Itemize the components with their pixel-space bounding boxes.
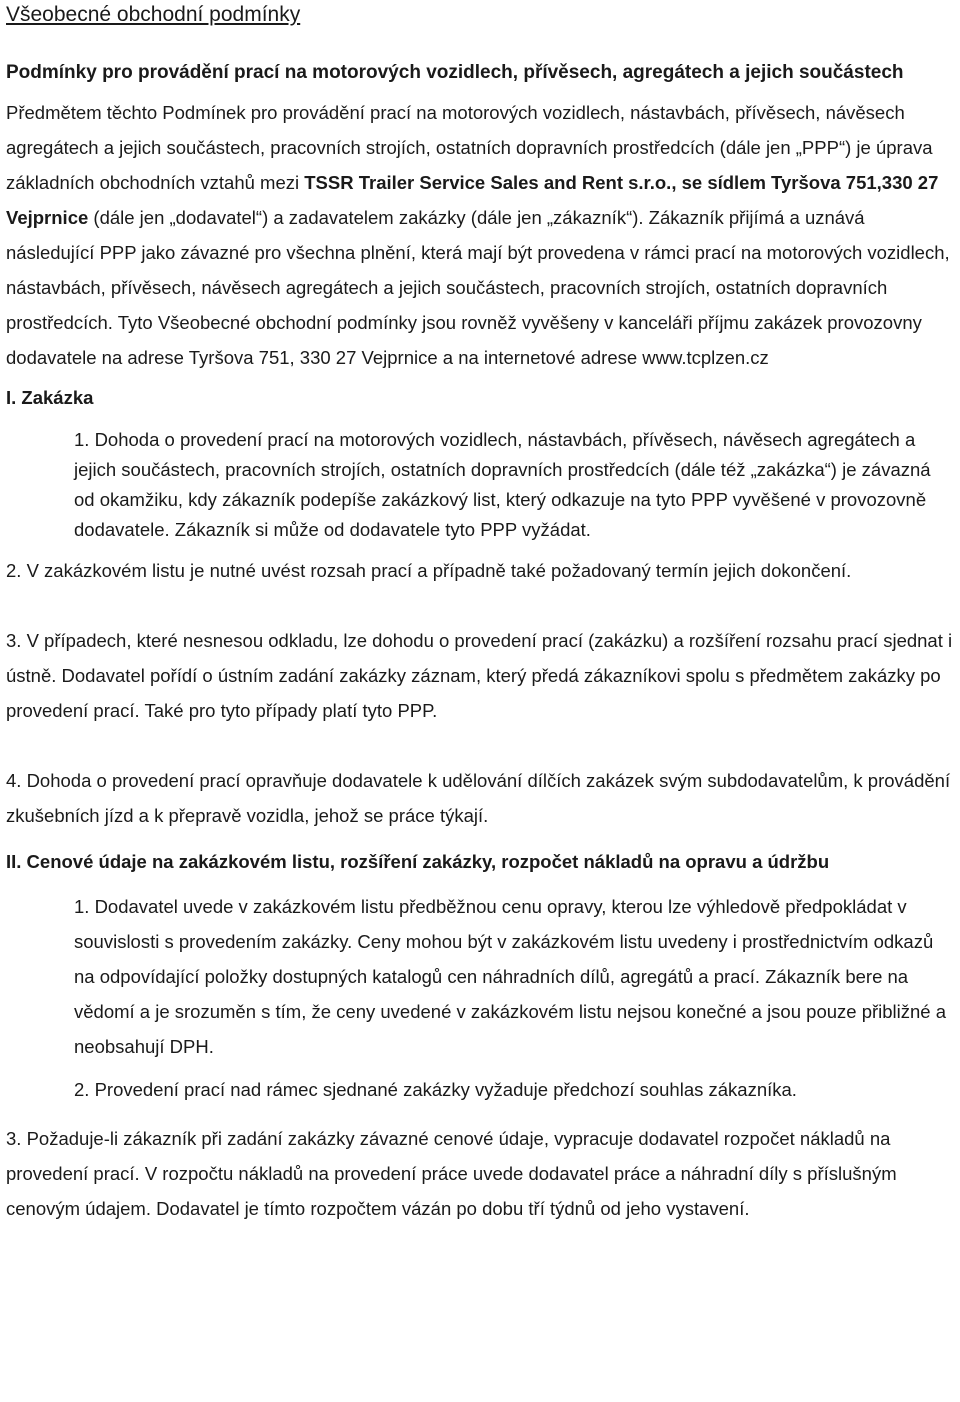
intro-text-start: Předmětem těchto Podmínek pro provádění prací na motorových vozidlech, nástavbách, přívěsech, návěsech agregátech a jejich součástech, pracovních strojích, ostatních dopravních prostředcích (dále jen „PPP“) je úprava základních obchodních vztahů mezi xyxy=(6,102,933,193)
section1-item-1: 1. Dohoda o provedení prací na motorových vozidlech, nástavbách, přívěsech, návěsech agregátech a jejich součástech, pracovních strojích, ostatních dopravních prostředcích (dále též „zakázka“) je závazná od okamžiku, kdy zákazník podepíše zakázkový list, který odkazuje na tyto PPP vyvěšené v provozovně dodavatele. Zákazník si může od dodavatele tyto PPP vyžádat. xyxy=(74,429,931,540)
section1-item-4: 4. Dohoda o provedení prací opravňuje dodavatele k udělování dílčích zakázek svým subdodavatelům, k provádění zkušebních jízd a k přepravě vozidla, jehož se práce týkají. xyxy=(6,770,951,826)
document-subtitle: Podmínky pro provádění prací na motorových vozidlech, přívěsech, agregátech a jejich součástech xyxy=(6,62,904,83)
section2-item-2: 2. Provedení prací nad rámec sjednané zakázky vyžaduje předchozí souhlas zákazníka. xyxy=(74,1079,797,1100)
section-heading-1: I. Zakázka xyxy=(6,387,94,408)
document-page xyxy=(0,2,960,1402)
company-name: TSSR Trailer Service Sales and Rent s.r.o., se sídlem Tyršova 751,330 27 Vejprnice xyxy=(6,172,939,228)
section2-item-3: 3. Požaduje-li zákazník při zadání zakázky závazné cenové údaje, vypracuje dodavatel rozpočet nákladů na provedení prací. V rozpočtu nákladů na provedení práce uvede dodavatel práce a náhradní díly s příslušným cenovým údajem. Dodavatel je tímto rozpočtem vázán po dobu tří týdnů od jeho vystavení. xyxy=(6,1128,897,1219)
intro-text-end: (dále jen „dodavatel“) a zadavatelem zakázky (dále jen „zákazník“). Zákazník přijímá a uznává následující PPP jako závazné pro všechna plnění, která mají být provedena v rámci prací na motorových vozidlech, nástavbách, přívěsech, návěsech agregátech a jejich součástech, pracovních strojích, ostatních dopravních prostředcích. Tyto Všeobecné obchodní podmínky jsou rovněž vyvěšeny v kanceláři příjmu zakázek provozovny dodavatele na adrese Tyršova 751, 330 27 Vejprnice a na internetové adrese www.tcplzen.cz xyxy=(6,207,950,368)
document-title: Všeobecné obchodní podmínky xyxy=(6,3,301,26)
section1-item-2: 2. V zakázkovém listu je nutné uvést rozsah prací a případně také požadovaný termín jejich dokončení. xyxy=(6,560,852,581)
intro-paragraph xyxy=(6,95,954,375)
section2-item-1: 1. Dodavatel uvede v zakázkovém listu předběžnou cenu opravy, kterou lze výhledově předpokládat v souvislosti s provedením zakázky. Ceny mohou být v zakázkovém listu uvedeny i prostřednictvím odkazů na odpovídající položky dostupných katalogů cen náhradních dílů, agregátů a prací. Zákazník bere na vědomí a je srozuměn s tím, že ceny uvedené v zakázkovém listu nejsou konečné a jsou pouze přibližné a neobsahují DPH. xyxy=(74,896,947,1057)
section-heading-2: II. Cenové údaje na zakázkovém listu, rozšíření zakázky, rozpočet nákladů na opravu a údržbu xyxy=(6,851,830,872)
section1-item-3: 3. V případech, které nesnesou odkladu, lze dohodu o provedení prací (zakázku) a rozšíření rozsahu prací sjednat i ústně. Dodavatel pořídí o ústním zadání zakázky záznam, který předá zákazníkovi spolu s předmětem zakázky po provedení prací. Také pro tyto případy platí tyto PPP. xyxy=(6,630,953,721)
